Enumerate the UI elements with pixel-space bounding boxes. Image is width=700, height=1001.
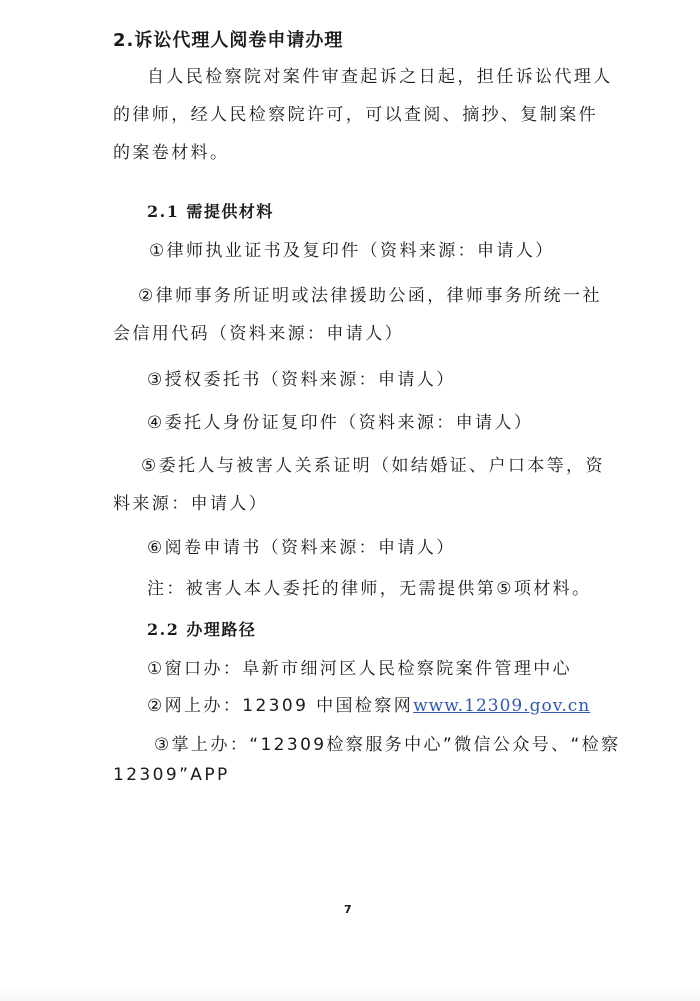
material-item-3: ③授权委托书（资料来源：申请人） [147, 370, 456, 390]
intro-line-1: 自人民检察院对案件审查起诉之日起，担任诉讼代理人 [147, 67, 613, 87]
route-online-label: ②网上办：12309 中国检察网 [147, 696, 414, 716]
scan-edge [0, 985, 700, 1001]
route-mobile-cont: 12309”APP [113, 765, 230, 785]
material-item-4: ④委托人身份证复印件（资料来源：申请人） [147, 413, 534, 433]
material-item-1: ①律师执业证书及复印件（资料来源：申请人） [149, 241, 555, 261]
page-number: 7 [344, 903, 352, 916]
material-item-5: ⑤委托人与被害人关系证明（如结婚证、户口本等，资 [141, 456, 605, 476]
route-mobile: ③掌上办：“12309检察服务中心”微信公众号、“检察 [154, 735, 621, 755]
intro-line-2: 的律师，经人民检察院许可，可以查阅、摘抄、复制案件 [113, 105, 598, 125]
material-item-5-cont: 料来源：申请人） [113, 494, 269, 514]
materials-heading: 2.1 需提供材料 [147, 202, 274, 221]
route-online [147, 695, 590, 717]
procuratorate-website-link[interactable]: www.12309.gov.cn [413, 696, 591, 716]
section-heading: 2.诉讼代理人阅卷申请办理 [113, 30, 344, 51]
materials-note: 注：被害人本人委托的律师，无需提供第⑤项材料。 [147, 579, 592, 599]
routes-heading: 2.2 办理路径 [147, 620, 257, 639]
material-item-6: ⑥阅卷申请书（资料来源：申请人） [147, 538, 456, 558]
material-item-2: ②律师事务所证明或法律援助公函，律师事务所统一社 [138, 286, 602, 306]
route-window: ①窗口办：阜新市细河区人民检察院案件管理中心 [147, 659, 573, 679]
intro-line-3: 的案卷材料。 [113, 143, 230, 163]
material-item-2-cont: 会信用代码（资料来源：申请人） [113, 324, 404, 344]
